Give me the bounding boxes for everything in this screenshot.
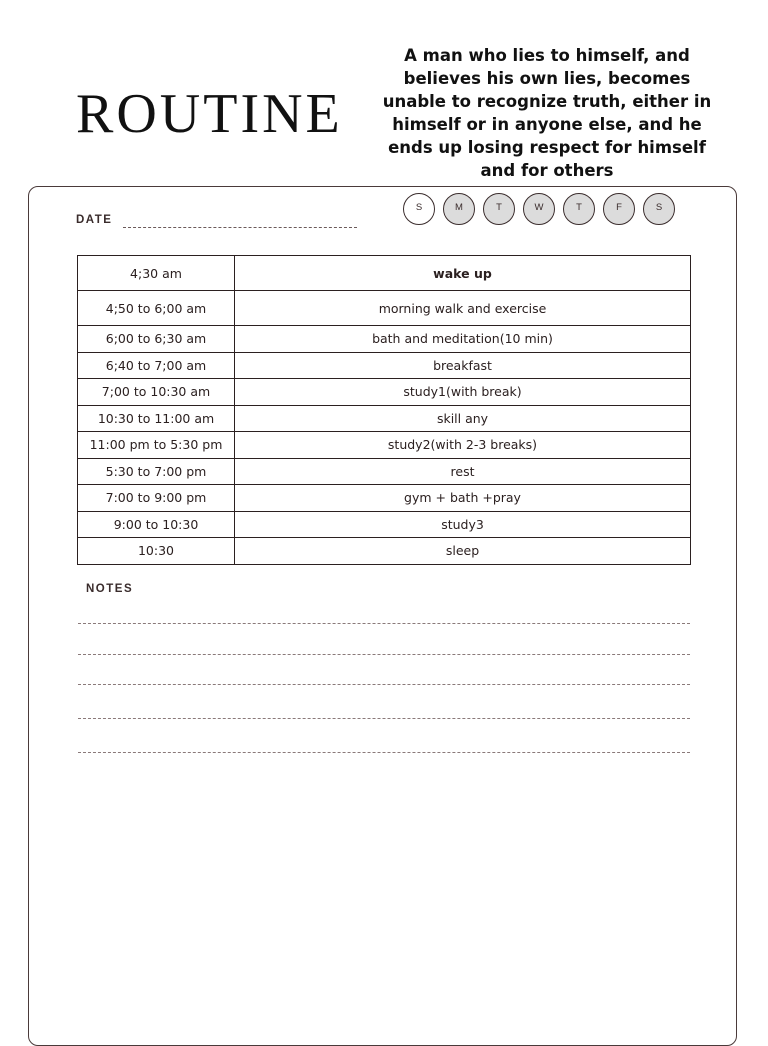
table-row	[78, 458, 691, 485]
table-row	[78, 291, 691, 326]
activity-cell: study3	[235, 511, 691, 538]
time-cell: 6;40 to 7;00 am	[78, 352, 235, 379]
day-circle-monday[interactable]: M	[443, 193, 475, 225]
table-row	[78, 326, 691, 353]
day-circle-wednesday[interactable]: W	[523, 193, 555, 225]
table-row	[78, 352, 691, 379]
activity-cell: rest	[235, 458, 691, 485]
table-row	[78, 256, 691, 291]
notes-label: NOTES	[86, 583, 134, 595]
table-row	[78, 379, 691, 406]
day-circle-tuesday[interactable]: T	[483, 193, 515, 225]
activity-cell: wake up	[235, 256, 691, 291]
table-row	[78, 485, 691, 512]
quote-text: A man who lies to himself, and believes his own lies, becomes unable to recognize truth, either in himself or in anyone else, and he ends up losing respect for himself and for others	[382, 46, 712, 180]
table-row	[78, 432, 691, 459]
time-cell: 5:30 to 7:00 pm	[78, 458, 235, 485]
time-cell: 7;00 to 10:30 am	[78, 379, 235, 406]
activity-cell: gym + bath +pray	[235, 485, 691, 512]
activity-cell: morning walk and exercise	[235, 291, 691, 326]
activity-cell: skill any	[235, 405, 691, 432]
time-cell: 9:00 to 10:30	[78, 511, 235, 538]
activity-cell: study2(with 2-3 breaks)	[235, 432, 691, 459]
schedule-table	[77, 255, 691, 565]
activity-cell: breakfast	[235, 352, 691, 379]
table-row	[78, 511, 691, 538]
note-line[interactable]	[78, 718, 690, 719]
weekday-selector	[403, 193, 675, 225]
note-line[interactable]	[78, 752, 690, 753]
note-line[interactable]	[78, 654, 690, 655]
table-row	[78, 405, 691, 432]
time-cell: 4;30 am	[78, 256, 235, 291]
time-cell: 4;50 to 6;00 am	[78, 291, 235, 326]
note-line[interactable]	[78, 623, 690, 624]
day-circle-sunday[interactable]: S	[403, 193, 435, 225]
page-title: ROUTINE	[76, 83, 343, 145]
activity-cell: study1(with break)	[235, 379, 691, 406]
time-cell: 10:30	[78, 538, 235, 565]
time-cell: 6;00 to 6;30 am	[78, 326, 235, 353]
time-cell: 7:00 to 9:00 pm	[78, 485, 235, 512]
day-circle-saturday[interactable]: S	[643, 193, 675, 225]
date-input-line[interactable]	[123, 227, 357, 228]
activity-cell: sleep	[235, 538, 691, 565]
date-label: DATE	[76, 214, 113, 226]
time-cell: 11:00 pm to 5:30 pm	[78, 432, 235, 459]
day-circle-thursday[interactable]: T	[563, 193, 595, 225]
time-cell: 10:30 to 11:00 am	[78, 405, 235, 432]
day-circle-friday[interactable]: F	[603, 193, 635, 225]
activity-cell: bath and meditation(10 min)	[235, 326, 691, 353]
note-line[interactable]	[78, 684, 690, 685]
table-row	[78, 538, 691, 565]
